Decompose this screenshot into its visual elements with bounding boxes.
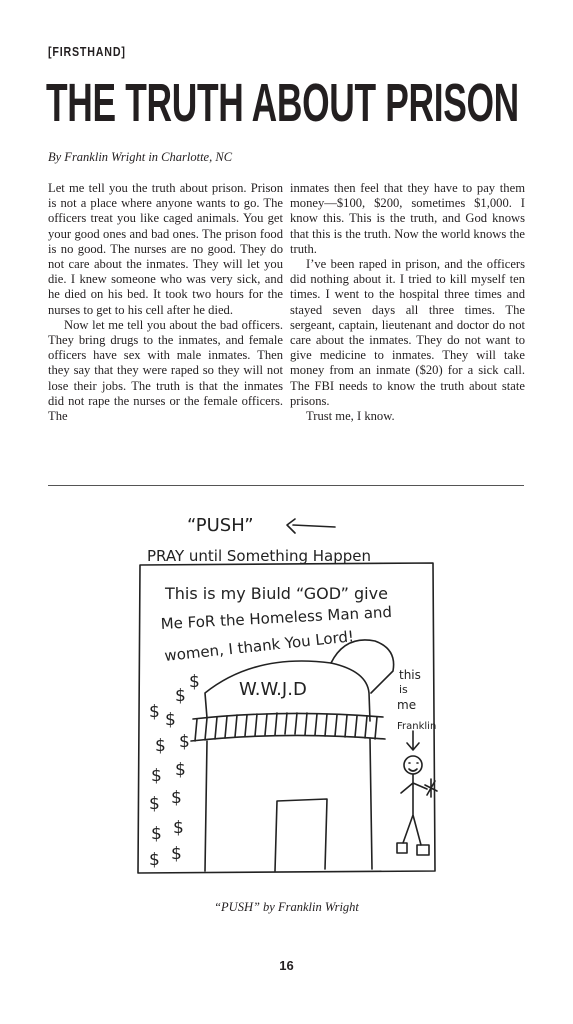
drawing-name: Franklin <box>397 721 437 732</box>
dollar-sign: $ <box>171 788 182 808</box>
dollar-sign: $ <box>171 844 182 864</box>
dollar-sign: $ <box>155 736 166 756</box>
drawing-pray-text: PRAY until Something Happen <box>147 547 372 565</box>
drawing-line1: This is my Biuld “GOD” give <box>165 584 388 603</box>
figure-body <box>401 774 427 845</box>
drawing-me: me <box>397 698 417 712</box>
dollar-sign: $ <box>149 850 160 870</box>
arrow-down-icon <box>407 731 419 750</box>
drawing-is: is <box>399 683 408 696</box>
push-drawing <box>135 503 445 883</box>
paragraph: Let me tell you the truth about prison. Prison is not a place where anyone wants to go. The officers treat you like caged animals. You get your good ones and bad ones. The prison food is no good. The nurses are no good. They do not care about the inmates. They will let you die. I knew someone who was very sick, and he died on his bed. It took two hours for the nurses to get to his cell after he died. <box>48 181 283 317</box>
paragraph: inmates then feel that they have to pay them money—$100, $200, sometimes $1,000. I know this. This is the truth, and God knows that this is the truth. Now the world knows the truth. <box>290 181 525 256</box>
dollar-sign: $ <box>189 672 200 692</box>
dollar-sign: $ <box>149 794 160 814</box>
section-divider <box>48 485 524 486</box>
dollar-sign: $ <box>151 824 162 844</box>
section-kicker: [FIRSTHAND] <box>48 44 126 59</box>
article-title: THE TRUTH ABOUT PRISON <box>46 73 519 133</box>
page-number: 16 <box>279 958 294 973</box>
dollar-sign: $ <box>165 710 176 730</box>
paragraph: I’ve been raped in prison, and the officers did nothing about it. I tried to kill myself ten times. I went to the hospital three times and stayed seven days all three times. The sergeant, captain, lieutenant and doctor do not care about the inmates. They do not want to give medicine to inmates. They will take money from an inmate ($20) for a sick call. The FBI needs to know the truth about state prisons. <box>290 257 525 408</box>
building-roof-bump <box>331 640 394 693</box>
dollar-sign: $ <box>149 702 160 722</box>
figure-feet <box>397 843 429 855</box>
paragraph: Trust me, I know. <box>306 409 395 424</box>
dollar-sign: $ <box>179 732 190 752</box>
article-column-right <box>290 181 525 424</box>
dollar-sign: $ <box>151 766 162 786</box>
drawing-line2: Me FoR the Homeless Man and <box>160 602 393 633</box>
drawing-line3: women, I thank You Lord! <box>163 627 355 665</box>
dollar-sign: $ <box>173 818 184 838</box>
drawing-this: this <box>399 668 421 682</box>
building-door <box>275 799 327 871</box>
dollar-sign: $ <box>175 760 186 780</box>
article-column-left <box>48 181 283 424</box>
article-byline: By Franklin Wright in Charlotte, NC <box>48 150 233 164</box>
paragraph: Now let me tell you about the bad officers. They bring drugs to the inmates, and female officers have sex with male inmates. Then they say that they were raped so they will not lose their jobs. The truth is that the inmates did not rape the nurses or the female officers. The <box>48 317 283 424</box>
drawing-sign: W.W.J.D <box>239 679 307 700</box>
drawing-push-text: “PUSH” <box>187 515 254 536</box>
arrow-icon <box>287 519 335 533</box>
dollar-sign: $ <box>175 686 186 706</box>
figure-caption: “PUSH” by Franklin Wright <box>214 900 359 914</box>
building-walls <box>205 739 372 871</box>
